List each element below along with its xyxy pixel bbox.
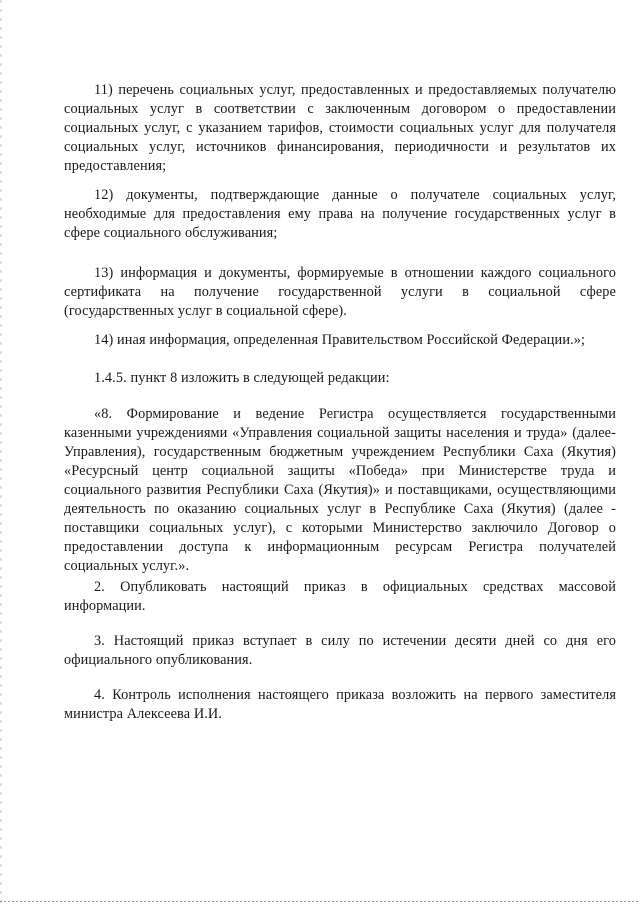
paragraph-text: 3. Настоящий приказ вступает в силу по истечении десяти дней со дня его официального опубликования. bbox=[64, 633, 616, 668]
paragraph-text: 1.4.5. пункт 8 изложить в следующей редакции: bbox=[94, 370, 390, 386]
paragraph-3-effective bbox=[64, 632, 616, 670]
paragraph-text: 12) документы, подтверждающие данные о получателе социальных услуг, необходимые для предоставления ему права на получение государственных услуг в сфере социального обслуживания; bbox=[64, 187, 616, 241]
paragraph-text: 4. Контроль исполнения настоящего приказа возложить на первого заместителя министра Алексеева И.И. bbox=[64, 687, 616, 722]
paragraph-text: 11) перечень социальных услуг, предоставленных и предоставляемых получателю социальных услуг в соответствии с заключенным договором о предоставлении социальных услуг, с указанием тарифов, стоимости социальных услуг для получателя социальных услуг, источников финансирования, периодичности и результатов их предоставления; bbox=[64, 82, 616, 174]
scan-edge-left bbox=[0, 0, 2, 905]
paragraph-2-publish bbox=[64, 578, 616, 616]
paragraph-point-8 bbox=[64, 405, 616, 576]
paragraph-item-14 bbox=[64, 331, 616, 350]
paragraph-item-12 bbox=[64, 186, 616, 243]
paragraph-text: «8. Формирование и ведение Регистра осуществляется государственными казенными учреждениями «Управления социальной защиты населения и труда» (далее-Управления), государственным бюджетным учреждением Республики Саха (Якутия) «Ресурсный центр социальной защиты «Победа» при Министерстве труда и социального развития Республики Саха (Якутия)» и поставщиками, осуществляющими деятельность по оказанию социальных услуг в Республике Саха (Якутия) (далее - поставщики социальных услуг), с которыми Министерство заключило Договор о предоставлении доступа к информационным ресурсам Регистра получателей социальных услуг.». bbox=[64, 406, 616, 574]
paragraph-text: 14) иная информация, определенная Правительством Российской Федерации.»; bbox=[94, 332, 586, 348]
paragraph-item-13 bbox=[64, 264, 616, 321]
scan-edge-bottom bbox=[0, 901, 640, 902]
paragraph-1-4-5 bbox=[64, 369, 616, 388]
paragraph-4-control bbox=[64, 686, 616, 724]
paragraph-text: 2. Опубликовать настоящий приказ в официальных средствах массовой информации. bbox=[64, 579, 616, 614]
paragraph-text: 13) информация и документы, формируемые в отношении каждого социального сертификата на получение государственной услуги в социальной сфере (государственных услуг в социальной сфере). bbox=[64, 265, 616, 319]
paragraph-item-11 bbox=[64, 81, 616, 176]
